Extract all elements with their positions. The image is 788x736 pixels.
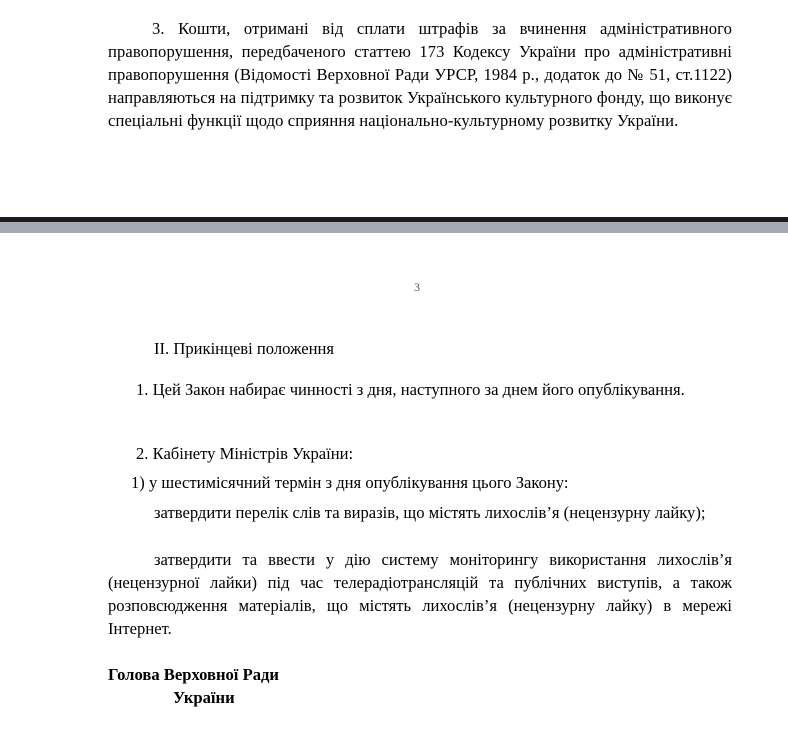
- signature-block: [108, 663, 279, 709]
- paragraph-approve-monitoring: затвердити та ввести у дію систему моніторингу використання лихослів’я (нецензурної лайки) під час телерадіотрансляцій та публічних виступів, а також розповсюдження матеріалів, що містять лихослів’я (нецензурну лайку) в мережі Інтернет.: [108, 550, 732, 638]
- paragraph-approve-list: затвердити перелік слів та виразів, що містять лихослів’я (нецензурну лайку);: [154, 503, 706, 522]
- paragraph-fines: 3. Кошти, отримані від сплати штрафів за вчинення адміністративного правопорушення, передбаченого статтею 173 Кодексу України про адміністративні правопорушення (Відомості Верховної Ради УРСР, 1984 р., додаток до № 51, ст.1122) направляються на підтримку та розвиток Українського культурного фонду, що виконує спеціальні функції щодо сприяння національно-культурному розвитку України.: [108, 19, 732, 130]
- page-break: [0, 217, 788, 233]
- page-break-gap: [0, 222, 788, 233]
- section-title: ІІ. Прикінцеві положення: [154, 339, 335, 358]
- signature-country: України: [173, 688, 235, 707]
- list-item-cabinet: 2. Кабінету Міністрів України:: [136, 444, 354, 463]
- signature-title: Голова Верховної Ради: [108, 665, 279, 684]
- sub-item-six-months: 1) у шестимісячний термін з дня опублікування цього Закону:: [131, 473, 569, 492]
- page-number: 3: [414, 280, 420, 294]
- list-item-effective-date: 1. Цей Закон набирає чинності з дня, наступного за днем його опублікування.: [136, 380, 685, 399]
